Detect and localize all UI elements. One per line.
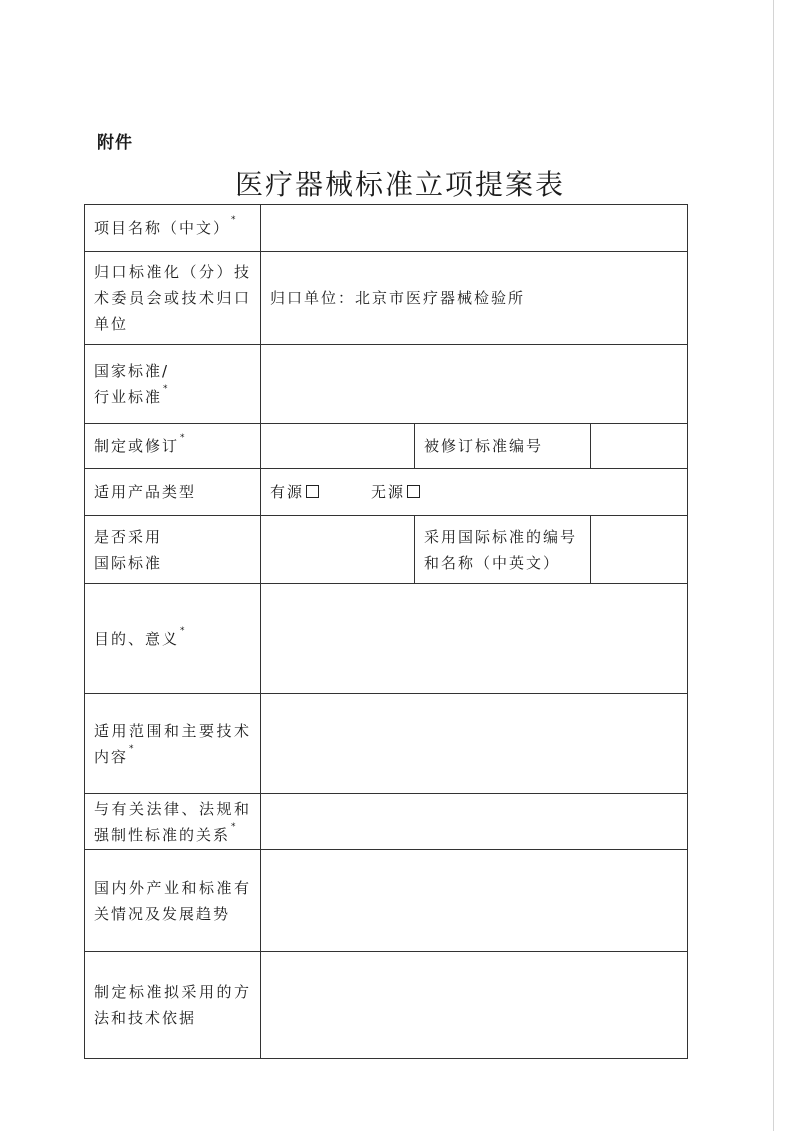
standard-type-field[interactable] [261, 345, 688, 424]
method-label: 制定标准拟采用的方法和技术依据 [85, 952, 261, 1059]
revised-number-label: 被修订标准编号 [415, 424, 591, 469]
active-checkbox[interactable] [306, 485, 319, 498]
project-name-label: 项目名称（中文）* [85, 205, 261, 252]
row-committee [85, 252, 688, 345]
product-type-options [261, 469, 688, 516]
row-standard-type [85, 345, 688, 424]
required-mark: * [180, 433, 187, 443]
committee-label: 归口标准化（分）技术委员会或技术归口单位 [85, 252, 261, 345]
industry-field[interactable] [261, 850, 688, 952]
option-active-label: 有源 [270, 483, 305, 501]
international-label: 是否采用 国际标准 [85, 516, 261, 584]
row-international [85, 516, 688, 584]
revised-number-field[interactable] [591, 424, 688, 469]
intl-standard-name-field[interactable] [591, 516, 688, 584]
required-mark: * [231, 821, 238, 832]
row-revision [85, 424, 688, 469]
passive-checkbox[interactable] [407, 485, 420, 498]
scope-label: 适用范围和主要技术内容* [85, 694, 261, 794]
international-field[interactable] [261, 516, 415, 584]
product-type-label: 适用产品类型 [85, 469, 261, 516]
intl-standard-name-label: 采用国际标准的编号和名称（中英文） [415, 516, 591, 584]
required-mark: * [129, 743, 136, 754]
required-mark: * [180, 625, 187, 636]
row-scope [85, 694, 688, 794]
standard-type-label: 国家标准/ 行业标准* [85, 345, 261, 424]
method-field[interactable] [261, 952, 688, 1059]
purpose-field[interactable] [261, 584, 688, 694]
project-name-field[interactable] [261, 205, 688, 252]
page-title: 医疗器械标准立项提案表 [234, 168, 565, 201]
revision-field[interactable] [261, 424, 415, 469]
industry-label: 国内外产业和标准有关情况及发展趋势 [85, 850, 261, 952]
row-purpose [85, 584, 688, 694]
row-method [85, 952, 688, 1059]
option-passive-label: 无源 [371, 483, 406, 501]
scope-field[interactable] [261, 694, 688, 794]
row-laws [85, 794, 688, 850]
proposal-form-table [84, 204, 688, 1059]
purpose-label: 目的、意义* [85, 584, 261, 694]
laws-label: 与有关法律、法规和强制性标准的关系* [85, 794, 261, 850]
row-industry [85, 850, 688, 952]
required-mark: * [231, 215, 238, 225]
committee-field[interactable]: 归口单位：北京市医疗器械检验所 [261, 252, 688, 345]
row-project-name [85, 205, 688, 252]
revision-label: 制定或修订* [85, 424, 261, 469]
laws-field[interactable] [261, 794, 688, 850]
attachment-label: 附件 [97, 133, 133, 153]
required-mark: * [163, 384, 170, 394]
row-product-type [85, 469, 688, 516]
